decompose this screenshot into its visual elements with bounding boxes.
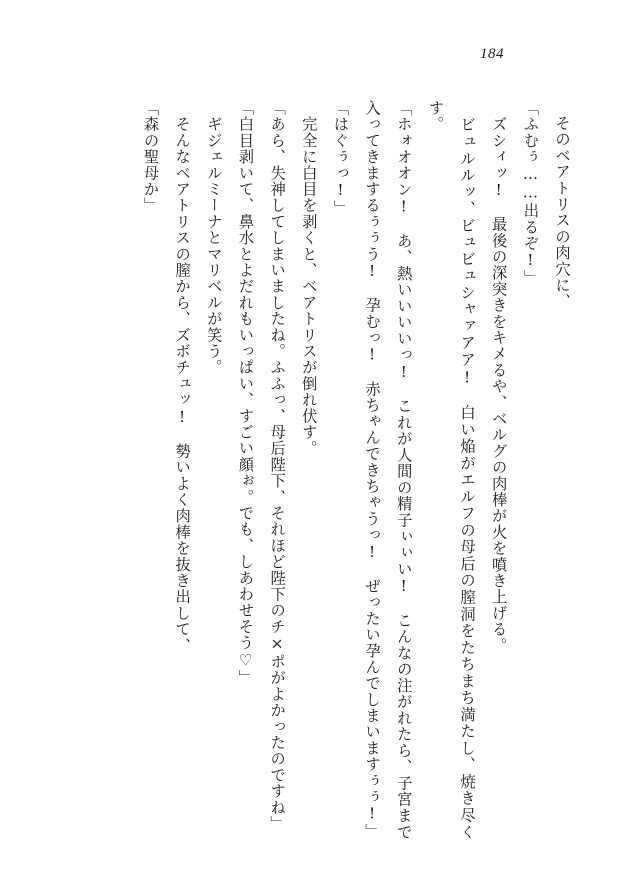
paragraph: 「ホォオオン! あ、熱いいいいっ! これが人間の精子ぃぃい! こんなの注がれたら、子宮まで入ってきまするぅぅう! 孕むっ! 赤ちゃんできちゃうっ! ぜったい孕んでしまいますぅぅ!」 <box>363 100 413 840</box>
paragraph: 「ふむぅ……出るぞ!」 <box>521 100 540 287</box>
paragraph: そのベアトリスの肉穴に、 <box>553 115 571 310</box>
page-body <box>48 100 577 840</box>
paragraph: 完全に白目を剥くと、ベアトリスが倒れ伏す。 <box>299 100 318 457</box>
paragraph: 「はぐぅっ!」 <box>331 100 350 217</box>
paragraph: ギジェルミーナとマリベルが笑う。 <box>204 100 223 376</box>
paragraph: そんなベアトリスの膣から、ズボチュッ! 勢いよく肉棒を抜き出して、 <box>173 100 192 654</box>
paragraph: 「あら、失神してしまいましたね。ふふっ、母后陛下、それほど陛下のチ×ポがよかったのですね」 <box>268 100 287 832</box>
paragraph: ズシィッ! 最後の深突きをキメるや、ベルグの肉棒が火を噴き上げる。 <box>489 100 508 654</box>
paragraph: 「森の聖母か」 <box>141 100 160 214</box>
page-number: 184 <box>480 46 504 62</box>
paragraph: ビュルルッ、ビュビュシャァアア! 白い焔がエルフの母后の膣洞をたちまち満たし、焼き尽くす。 <box>426 100 477 840</box>
paragraph: 「白目剥いて、鼻水とよだれもいっぱい、すごい顔ぉ。でも、しあわせそう♡」 <box>236 100 255 686</box>
